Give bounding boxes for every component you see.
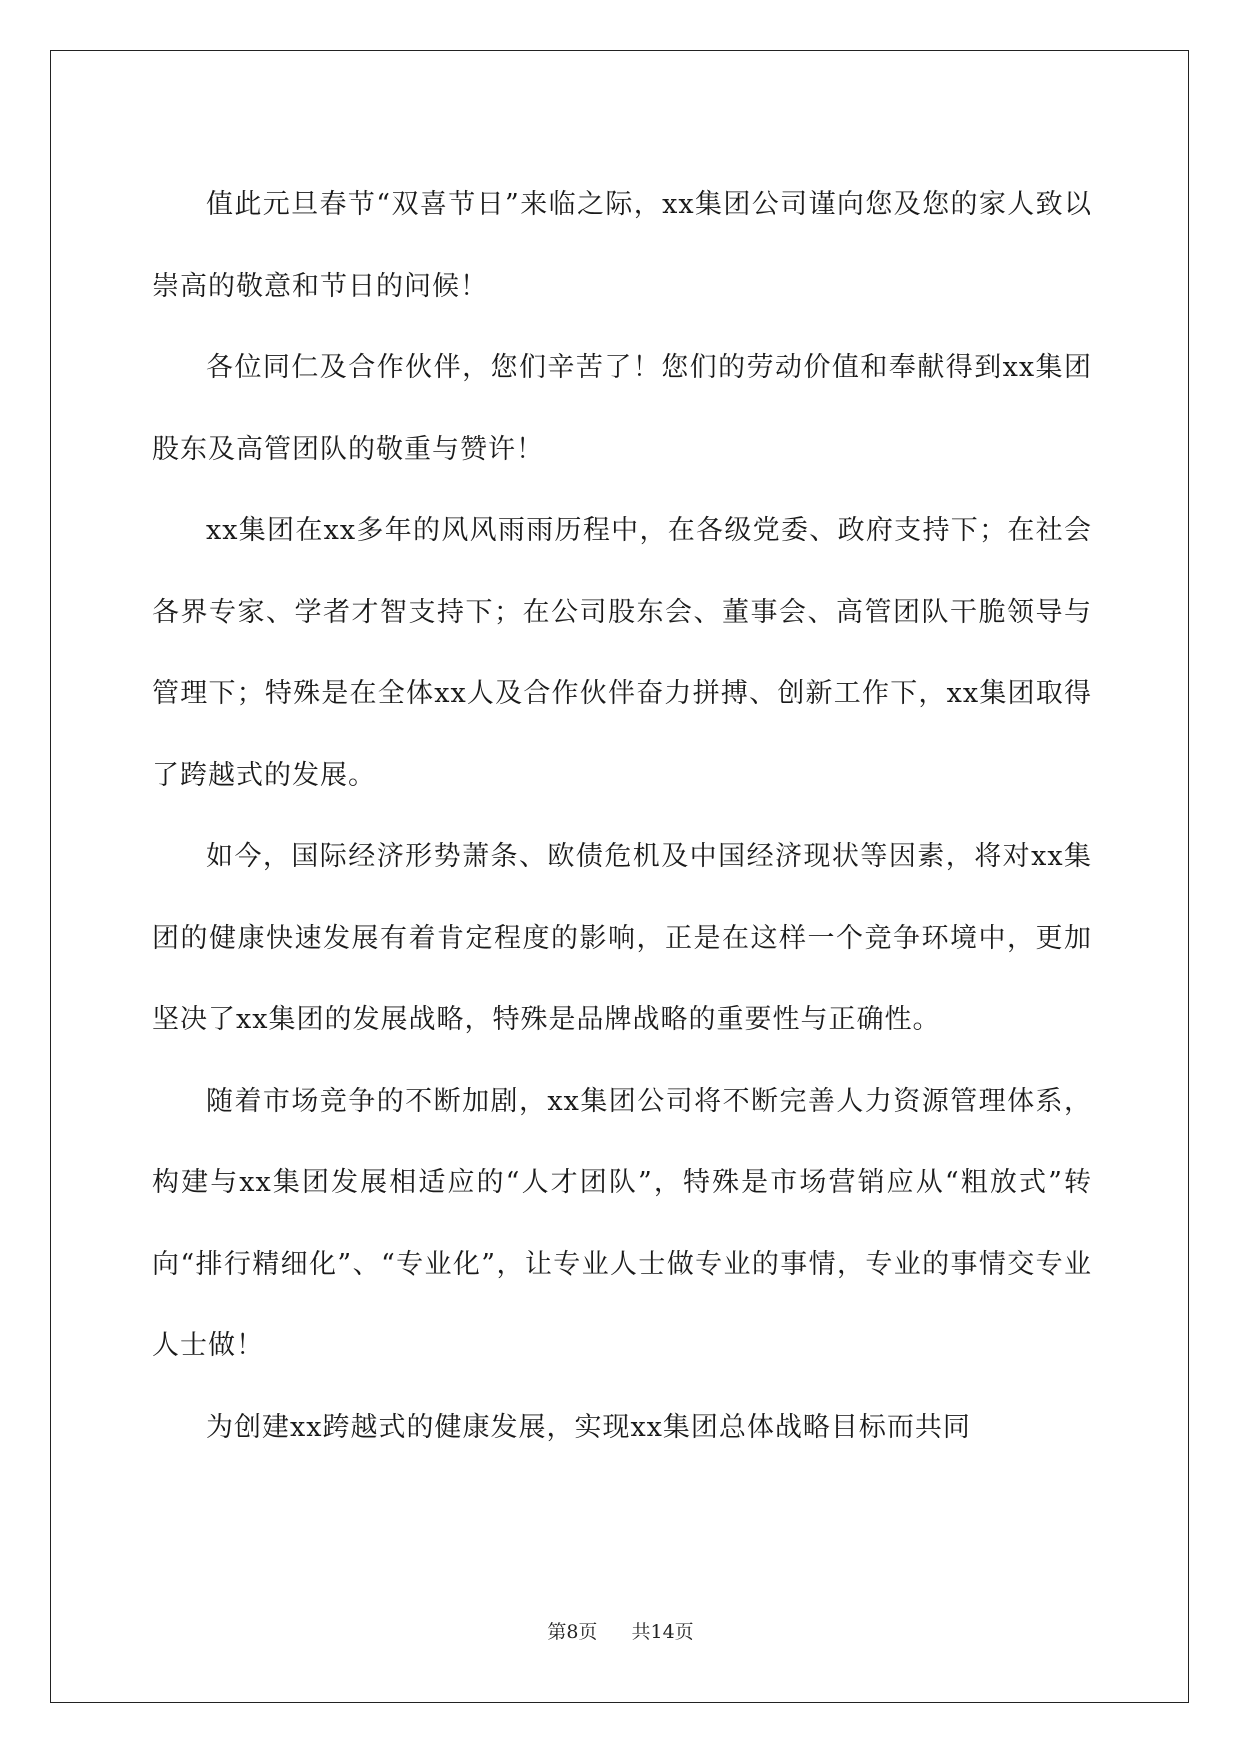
paragraph-2: 各位同仁及合作伙伴，您们辛苦了！您们的劳动价值和奉献得到xx集团股东及高管团队的敬重与赞许！ <box>152 352 1092 465</box>
page-total: 共14页 <box>631 1621 694 1643</box>
paragraph-4: 如今，国际经济形势萧条、欧债危机及中国经济现状等因素，将对xx集团的健康快速发展有着肯定程度的影响，正是在这样一个竞争环境中，更加坚决了xx集团的发展战略，特殊是品牌战略的重要性与正确性。 <box>152 841 1092 1035</box>
page-footer <box>0 1617 1241 1644</box>
paragraph-3: xx集团在xx多年的风风雨雨历程中，在各级党委、政府支持下；在社会各界专家、学者才智支持下；在公司股东会、董事会、高管团队干脆领导与管理下；特殊是在全体xx人及合作伙伴奋力拼搏、创新工作下，xx集团取得了跨越式的发展。 <box>152 515 1092 791</box>
paragraph-1: 值此元旦春节“双喜节日”来临之际，xx集团公司谨向您及您的家人致以崇高的敬意和节日的问候！ <box>152 189 1092 302</box>
paragraph-6: 为创建xx跨越式的健康发展，实现xx集团总体战略目标而共同 <box>206 1411 971 1443</box>
document-body <box>152 164 1092 1468</box>
paragraph-5: 随着市场竞争的不断加剧，xx集团公司将不断完善人力资源管理体系，构建与xx集团发展相适应的“人才团队”，特殊是市场营销应从“粗放式”转向“排行精细化”、“专业化”，让专业人士做专业的事情，专业的事情交专业人士做！ <box>152 1085 1092 1361</box>
page-number: 第8页 <box>547 1621 598 1643</box>
